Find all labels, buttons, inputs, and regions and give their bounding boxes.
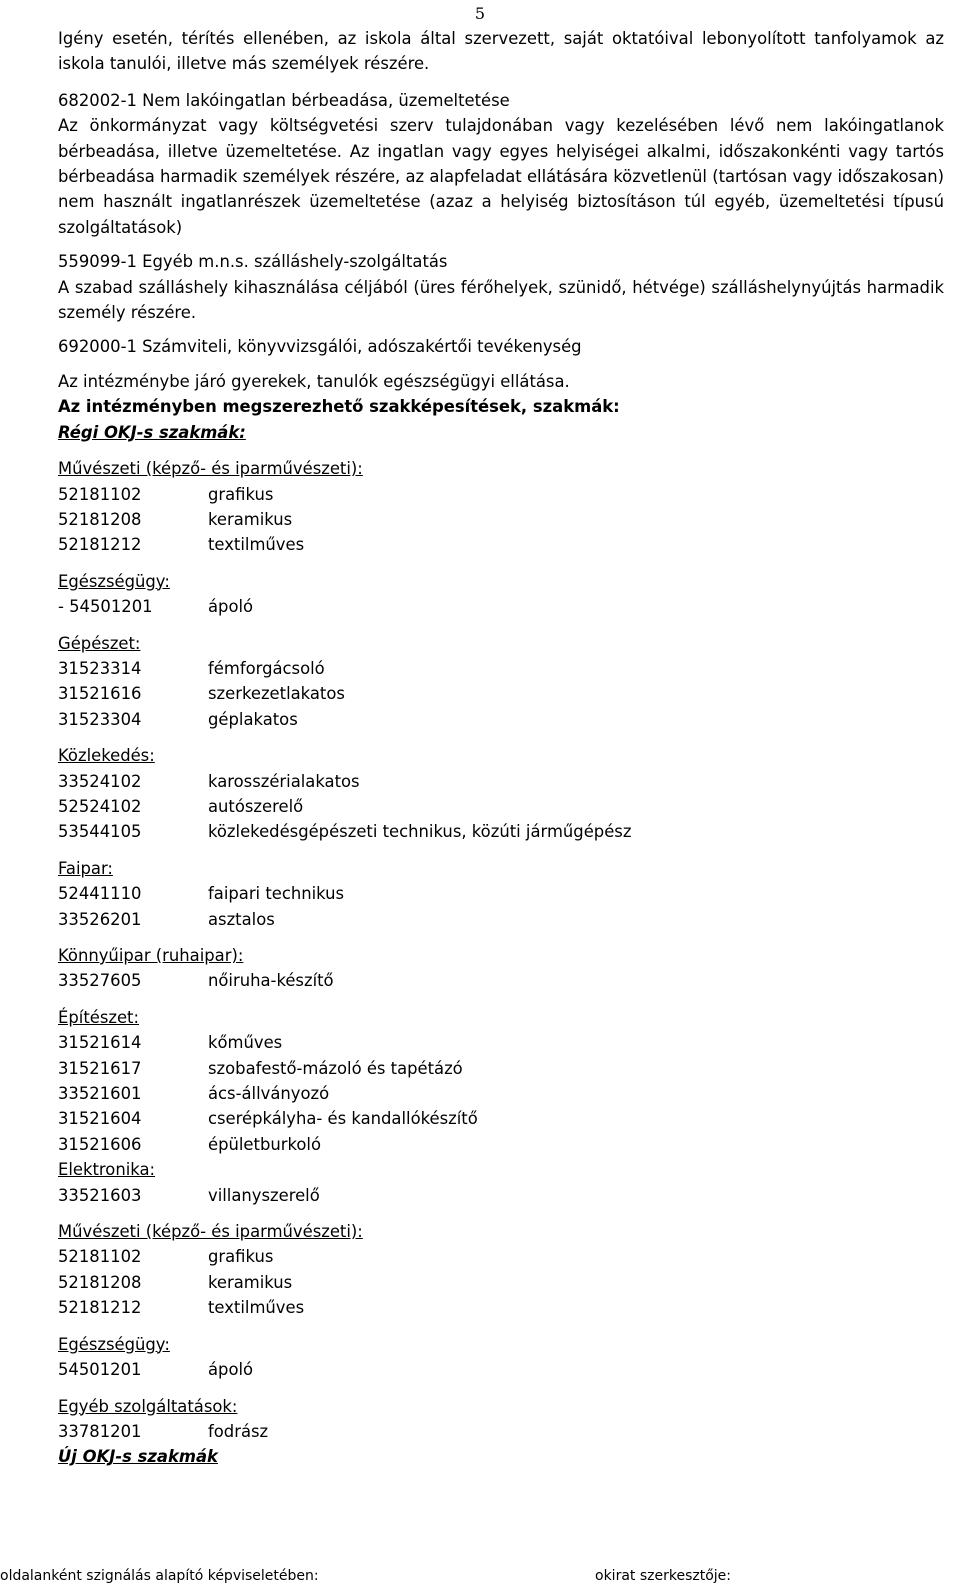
item-name: ápoló — [208, 597, 254, 617]
old-okj-heading: Régi OKJ-s szakmák: — [58, 422, 246, 442]
item-code: 52441110 — [58, 884, 142, 904]
activity-title-accommodation: 559099-1 Egyéb m.n.s. szálláshely-szolgáltatás — [58, 252, 448, 272]
item-code: 52524102 — [58, 796, 142, 816]
item-code: 33527605 — [58, 971, 142, 991]
item-code: 31521606 — [58, 1134, 142, 1154]
list-item — [58, 819, 944, 844]
list-item — [58, 1270, 944, 1295]
item-code: 31521604 — [58, 1109, 142, 1129]
item-name: textilműves — [208, 535, 305, 555]
category-title: Művészeti (képző- és iparművészeti): — [58, 1222, 363, 1242]
activity-title-rental: 682002-1 Nem lakóingatlan bérbeadása, üzemeltetése — [58, 90, 510, 110]
footer-document-editor: okirat szerkesztője: — [595, 1568, 731, 1584]
item-name: asztalos — [208, 909, 275, 929]
category-other-services — [58, 1394, 944, 1445]
item-name: fémforgácsoló — [208, 658, 325, 678]
item-name: géplakatos — [208, 709, 298, 729]
list-item — [58, 532, 944, 557]
new-okj-heading: Új OKJ-s szakmák — [58, 1447, 218, 1467]
list-item — [58, 1106, 944, 1131]
item-name: ács-állványozó — [208, 1084, 330, 1104]
list-item — [58, 1244, 944, 1269]
item-code: 31521614 — [58, 1033, 142, 1053]
item-code: 33524102 — [58, 771, 142, 791]
item-name: szobafestő-mázoló és tapétázó — [208, 1058, 463, 1078]
list-item — [58, 907, 944, 932]
list-item — [58, 1183, 944, 1208]
category-light-industry — [58, 943, 944, 994]
item-name: ápoló — [208, 1360, 254, 1380]
list-item — [58, 681, 944, 706]
item-name: grafikus — [208, 484, 274, 504]
item-name: épületburkoló — [208, 1134, 321, 1154]
category-title: Építészet: — [58, 1007, 140, 1027]
item-name: szerkezetlakatos — [208, 684, 345, 704]
list-item — [58, 968, 944, 993]
item-code: 52181212 — [58, 1298, 142, 1318]
footer-signature-founder: oldalanként szignálás alapító képviseletében: — [0, 1568, 319, 1584]
item-name: cserépkályha- és kandallókészítő — [208, 1109, 478, 1129]
list-item — [58, 707, 944, 732]
item-code: 31521617 — [58, 1058, 142, 1078]
item-code: 52181102 — [58, 1247, 142, 1267]
item-name: közlekedésgépészeti technikus, közúti járműgépész — [208, 822, 632, 842]
list-item — [58, 1357, 944, 1382]
item-code: 54501201 — [58, 1360, 142, 1380]
list-item — [58, 482, 944, 507]
item-name: keramikus — [208, 509, 293, 529]
category-title: Faipar: — [58, 858, 113, 878]
intro-paragraph-courses: Igény esetén, térítés ellenében, az iskola által szervezett, saját oktatóival lebonyolított tanfolyamok az iskola tanulói, illetve más személyek részére. — [58, 29, 944, 74]
item-name: kőműves — [208, 1033, 283, 1053]
list-item — [58, 1419, 944, 1444]
activity-description-rental: Az önkormányzat vagy költségvetési szerv tulajdonában vagy kezelésében lévő nem lakóingatlanok bérbeadása, illetve üzemeltetése. Az ingatlan vagy egyes helyiségei alkalmi, időszakonkénti vagy tartós bérbeadása harmadik személyek részére, az alapfeladat ellátására közvetlenül (tartósan vagy időszakosan) nem használt ingatlanrészek üzemeltetése (azaz a helyiség biztosításon túl egyéb, üzemeltetési típusú szolgáltatások) — [58, 116, 944, 237]
list-item — [58, 1132, 944, 1157]
document-body — [58, 26, 944, 1470]
item-name: nőiruha-készítő — [208, 971, 334, 991]
item-name: faipari technikus — [208, 884, 345, 904]
item-name: textilműves — [208, 1298, 305, 1318]
activity-title-accounting: 692000-1 Számviteli, könyvvizsgálói, adószakértői tevékenység — [58, 337, 582, 357]
list-item — [58, 881, 944, 906]
category-art-2 — [58, 1219, 944, 1321]
category-electronics — [58, 1157, 944, 1208]
item-code: 52181208 — [58, 509, 142, 529]
category-title: Közlekedés: — [58, 746, 155, 766]
list-item — [58, 1030, 944, 1055]
item-code: 52181208 — [58, 1272, 142, 1292]
activity-health-care: Az intézménybe járó gyerekek, tanulók egészségügyi ellátása. — [58, 371, 570, 391]
category-title: Egészségügy: — [58, 1334, 170, 1354]
item-name: fodrász — [208, 1421, 269, 1441]
item-code: 52181212 — [58, 535, 142, 555]
item-code: 31523314 — [58, 658, 142, 678]
item-code: 53544105 — [58, 822, 142, 842]
category-title: Elektronika: — [58, 1160, 156, 1180]
qualifications-heading: Az intézményben megszerezhető szakképesítések, szakmák: — [58, 397, 620, 417]
item-name: keramikus — [208, 1272, 293, 1292]
item-code: 52181102 — [58, 484, 142, 504]
category-health-1 — [58, 569, 944, 620]
list-item — [58, 656, 944, 681]
item-name: autószerelő — [208, 796, 304, 816]
item-code: - 54501201 — [58, 597, 153, 617]
category-title: Egyéb szolgáltatások: — [58, 1396, 238, 1416]
list-item — [58, 507, 944, 532]
item-code: 33781201 — [58, 1421, 142, 1441]
category-art-1 — [58, 456, 944, 558]
page-number: 5 — [474, 4, 486, 23]
item-name: karosszérialakatos — [208, 771, 360, 791]
category-title: Művészeti (képző- és iparművészeti): — [58, 459, 363, 479]
activity-description-accommodation: A szabad szálláshely kihasználása céljából (üres férőhelyek, szünidő, hétvége) szálláshelynyújtás harmadik személy részére. — [58, 277, 944, 323]
item-name: grafikus — [208, 1247, 274, 1267]
list-item — [58, 1081, 944, 1106]
list-item — [58, 769, 944, 794]
category-title: Könnyűipar (ruhaipar): — [58, 946, 244, 965]
category-title: Egészségügy: — [58, 571, 170, 591]
list-item — [58, 1056, 944, 1081]
item-code: 31523304 — [58, 709, 142, 729]
item-name: villanyszerelő — [208, 1185, 320, 1205]
item-code: 31521616 — [58, 684, 142, 704]
item-code: 33526201 — [58, 909, 142, 929]
list-item — [58, 794, 944, 819]
category-construction — [58, 1005, 944, 1157]
list-item — [58, 594, 944, 619]
item-code: 33521601 — [58, 1084, 142, 1104]
item-code: 33521603 — [58, 1185, 142, 1205]
category-transport — [58, 743, 944, 845]
category-wood-industry — [58, 856, 944, 932]
category-mechanical — [58, 631, 944, 733]
category-health-2 — [58, 1332, 944, 1383]
category-title: Gépészet: — [58, 633, 141, 653]
list-item — [58, 1295, 944, 1320]
